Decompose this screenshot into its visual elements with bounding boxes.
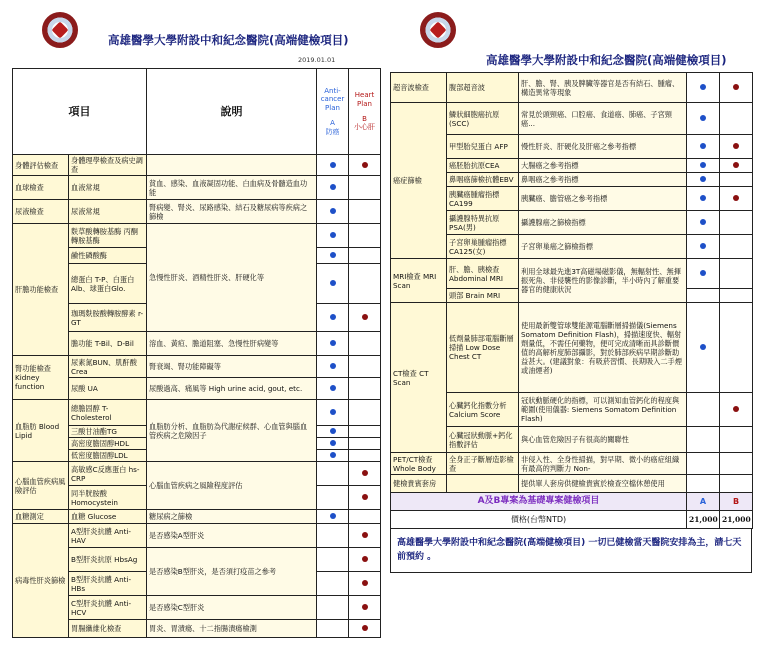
plan-b-cell: [720, 453, 753, 475]
item-cell: 高密度膽固醇HDL: [69, 438, 147, 450]
plan-a-cell: [687, 475, 720, 493]
included-dot-icon: [330, 184, 336, 190]
left-row: [13, 176, 381, 200]
category-cell: 身體評估檢查: [13, 155, 69, 176]
plan-b-cell: [720, 393, 753, 427]
plan-b-cell: [349, 304, 381, 332]
item-cell: 鱗狀細胞癌抗原(SCC): [447, 103, 519, 135]
included-dot-icon: [330, 440, 336, 446]
left-row: [13, 510, 381, 524]
plan-a-cell: [687, 427, 720, 453]
included-dot-icon: [700, 115, 706, 121]
item-cell: 三酸甘油酯TG: [69, 426, 147, 438]
item-cell: 血糖 Glucose: [69, 510, 147, 524]
plan-b-cell: [720, 103, 753, 135]
plan-b-cell: [349, 224, 381, 248]
right-row: [391, 259, 753, 289]
included-dot-icon: [700, 270, 706, 276]
a-plan-letter: A: [330, 118, 335, 127]
right-sheet: [390, 34, 752, 590]
description-cell: 使用最新雙管球雙能源電腦斷層掃描儀(Siemens Somatom Definition Flash)，掃描速度快、輻射劑量低，不需任何藥物，便可完成清晰而具診斷價值的高解析度肺部攝影，對於肺部疾病早期診斷助益甚大。(建議對象：有吸菸習慣、長期吸入二手煙或油煙者): [519, 303, 687, 393]
category-cell: 心腦血管疾病風險評估: [13, 462, 69, 510]
included-dot-icon: [362, 494, 368, 500]
description-cell: 貧血、感染、血液凝固功能、白血病及骨髓造血功能: [147, 176, 317, 200]
a-plan-name: Anti-cancer Plan: [320, 86, 345, 113]
plan-a-cell: [687, 173, 720, 187]
category-cell: PET/CT檢查 Whole Body: [391, 453, 447, 475]
item-cell: 麩草酸轉胺基酶 丙酮轉胺基酶: [69, 224, 147, 248]
item-cell: 總膽固醇 T-Cholesterol: [69, 400, 147, 426]
left-table-body: [13, 155, 381, 638]
plan-a-cell: [317, 438, 349, 450]
plan-b-cell: [349, 524, 381, 548]
included-dot-icon: [362, 314, 368, 320]
plan-b-cell: [349, 400, 381, 426]
plan-a-cell: [687, 235, 720, 259]
package-a: A: [687, 493, 720, 511]
plan-a-cell: [317, 462, 349, 486]
included-dot-icon: [733, 84, 739, 90]
plan-a-cell: [687, 103, 720, 135]
item-cell: 全身正子斷層造影檢查: [447, 453, 519, 475]
plan-a-cell: [317, 426, 349, 438]
included-dot-icon: [362, 470, 368, 476]
item-cell: B型肝炎抗體 Anti-HBs: [69, 572, 147, 596]
category-cell: 超音波檢查: [391, 73, 447, 103]
plan-a-cell: [317, 572, 349, 596]
included-dot-icon: [700, 162, 706, 168]
left-row: [13, 356, 381, 378]
category-cell: 肝膽功能檢查: [13, 224, 69, 356]
included-dot-icon: [362, 532, 368, 538]
item-cell: 頭部 Brain MRI: [447, 289, 519, 303]
plan-a-cell: [317, 620, 349, 638]
price-label: 價格(台幣NTD): [391, 511, 687, 529]
category-cell: 病毒性肝炎篩檢: [13, 524, 69, 638]
column-header-a-plan: [317, 69, 349, 155]
included-dot-icon: [330, 314, 336, 320]
included-dot-icon: [362, 604, 368, 610]
item-cell: 鼻咽癌篩檢抗體EBV: [447, 173, 519, 187]
left-row: [13, 524, 381, 548]
item-cell: B型肝炎抗原 HbsAg: [69, 548, 147, 572]
plan-a-cell: [317, 510, 349, 524]
description-cell: 非侵入性、全身性掃描，對早期、微小的癌症組織有最高的判斷力 Non-: [519, 453, 687, 475]
included-dot-icon: [330, 252, 336, 258]
included-dot-icon: [700, 143, 706, 149]
left-hospital-title: 高雄醫學大學附設中和紀念醫院(高端健檢項目): [108, 33, 349, 47]
plan-b-cell: [349, 176, 381, 200]
included-dot-icon: [700, 344, 706, 350]
item-cell: 同半胱胺酸 Homocystein: [69, 486, 147, 510]
plan-b-cell: [349, 200, 381, 224]
included-dot-icon: [330, 409, 336, 415]
item-cell: 鹼性磷酸酶: [69, 248, 147, 264]
description-cell: 糖尿病之篩檢: [147, 510, 317, 524]
included-dot-icon: [733, 406, 739, 412]
package-row: [391, 493, 753, 511]
footnote: 高雄醫學大學附設中和紀念醫院(高端健檢項目) 一切已健檢當天醫院安排為主，請七天前預約 。: [390, 529, 752, 573]
plan-a-cell: [687, 303, 720, 393]
plan-b-cell: [720, 73, 753, 103]
plan-a-cell: [687, 135, 720, 159]
plan-a-cell: [317, 548, 349, 572]
included-dot-icon: [330, 232, 336, 238]
included-dot-icon: [330, 363, 336, 369]
left-row: [13, 596, 381, 620]
plan-b-cell: [349, 264, 381, 304]
description-cell: 肝、膽、腎、胰及脾臟等器官是否有結石、腫瘤、構造異常等現象: [519, 73, 687, 103]
plan-a-cell: [317, 155, 349, 176]
included-dot-icon: [362, 580, 368, 586]
item-cell: 身體理學檢查及病史調查: [69, 155, 147, 176]
item-cell: 肝、膽、胰檢查 Abdominal MRI: [447, 259, 519, 289]
plan-b-cell: [349, 486, 381, 510]
category-cell: 尿液檢查: [13, 200, 69, 224]
included-dot-icon: [362, 162, 368, 168]
plan-b-cell: [349, 462, 381, 486]
category-cell: 血糖測定: [13, 510, 69, 524]
item-cell: 胰臟癌腫瘤指標 CA199: [447, 187, 519, 211]
plan-a-cell: [687, 289, 720, 303]
plan-b-cell: [720, 173, 753, 187]
plan-a-cell: [317, 450, 349, 462]
item-cell: 心臟鈣化指數分析 Calcium Score: [447, 393, 519, 427]
package-title: A及B專案為基礎專案健檢項目: [391, 493, 687, 511]
left-row: [13, 224, 381, 248]
description-cell: 提供單人套房供健檢貴賓於檢查空檔休憩使用: [519, 475, 687, 493]
included-dot-icon: [733, 143, 739, 149]
included-dot-icon: [330, 428, 336, 434]
included-dot-icon: [330, 162, 336, 168]
plan-a-cell: [687, 73, 720, 103]
description-cell: 利用全球最先進3T高磁場磁影儀，無輻射性、無揮振死角、非侵襲性的影像診斷，半小時內了解重要器官的健康狀況: [519, 259, 687, 303]
included-dot-icon: [733, 195, 739, 201]
column-header-b-plan: [349, 69, 381, 155]
price-row: [391, 511, 753, 529]
item-cell: 尿液常規: [69, 200, 147, 224]
description-cell: 胰臟癌、膽管癌之參考指標: [519, 187, 687, 211]
description-cell: 與心血管危險因子有很高的關聯性: [519, 427, 687, 453]
description-cell: 冠狀動脈硬化的指標，可以測知血管鈣化的程度與範圍(使用儀器: Siemens Somatom Definition Flash): [519, 393, 687, 427]
description-cell: 是否感染C型肝炎: [147, 596, 317, 620]
plan-a-cell: [317, 264, 349, 304]
plan-a-cell: [687, 211, 720, 235]
left-table: [12, 68, 381, 638]
included-dot-icon: [700, 243, 706, 249]
plan-b-cell: [720, 135, 753, 159]
plan-a-cell: [687, 453, 720, 475]
b-plan-sub: 小心肝: [354, 123, 375, 132]
hospital-logo-left: [42, 12, 78, 48]
included-dot-icon: [362, 625, 368, 631]
included-dot-icon: [700, 219, 706, 225]
item-cell: 癌胚胎抗原CEA: [447, 159, 519, 173]
included-dot-icon: [330, 513, 336, 519]
plan-a-cell: [317, 248, 349, 264]
a-plan-sub: 防癌: [325, 127, 340, 136]
plan-b-cell: [349, 248, 381, 264]
right-table: [390, 72, 753, 529]
category-cell: 腎功能檢查 Kidney function: [13, 356, 69, 400]
description-cell: 大腸癌之參考指標: [519, 159, 687, 173]
included-dot-icon: [330, 280, 336, 286]
included-dot-icon: [733, 162, 739, 168]
item-cell: 珈瑪麩胺酸轉胺酵素 r-GT: [69, 304, 147, 332]
description-cell: 是否感染A型肝炎: [147, 524, 317, 548]
description-cell: 腎衰竭、腎功能障礙等: [147, 356, 317, 378]
column-header-desc: 說明: [147, 69, 317, 155]
description-cell: 血脂肪分析、血脂肪為代謝症候群、心血管與腦血管疾病之危險因子: [147, 400, 317, 462]
item-cell: 尿酸 UA: [69, 378, 147, 400]
package-b: B: [720, 493, 753, 511]
item-cell: 高敏感C反應蛋白 hs-CRP: [69, 462, 147, 486]
item-cell: 尿素氮BUN、肌酐酸Crea: [69, 356, 147, 378]
left-row: [13, 155, 381, 176]
price-a: 21,000: [687, 511, 720, 529]
right-table-body: [391, 73, 753, 493]
plan-b-cell: [720, 211, 753, 235]
plan-a-cell: [317, 224, 349, 248]
plan-b-cell: [349, 450, 381, 462]
column-header-item: 項目: [13, 69, 147, 155]
plan-b-cell: [349, 438, 381, 450]
description-cell: 攝護腺癌之篩檢指標: [519, 211, 687, 235]
plan-b-cell: [349, 356, 381, 378]
plan-b-cell: [720, 259, 753, 289]
description-cell: 心腦血管疾病之風險程度評估: [147, 462, 317, 510]
plan-a-cell: [687, 259, 720, 289]
right-row: [391, 475, 753, 493]
right-row: [391, 73, 753, 103]
description-cell: 鼻咽癌之參考指標: [519, 173, 687, 187]
description-cell: 子宮卵巢癌之篩檢指標: [519, 235, 687, 259]
plan-b-cell: [349, 332, 381, 356]
plan-a-cell: [317, 304, 349, 332]
category-cell: 健檢貴賓套房: [391, 475, 447, 493]
plan-b-cell: [720, 303, 753, 393]
description-cell: [147, 155, 317, 176]
item-cell: C型肝炎抗體 Anti-HCV: [69, 596, 147, 620]
right-row: [391, 303, 753, 393]
description-cell: 胃炎、胃潰瘍、十二指腸潰瘍檢測: [147, 620, 317, 638]
plan-a-cell: [317, 400, 349, 426]
description-cell: 溶血、黃疸、膽道阻塞、急慢性肝病變等: [147, 332, 317, 356]
item-cell: 攝護腺特異抗原 PSA(男): [447, 211, 519, 235]
right-hospital-title: 高雄醫學大學附設中和紀念醫院(高端健檢項目): [486, 53, 727, 67]
plan-b-cell: [720, 289, 753, 303]
category-cell: CT檢查 CT Scan: [391, 303, 447, 453]
plan-a-cell: [317, 356, 349, 378]
included-dot-icon: [362, 556, 368, 562]
plan-b-cell: [349, 620, 381, 638]
right-row: [391, 103, 753, 135]
included-dot-icon: [700, 84, 706, 90]
category-cell: 血脂肪 Blood Lipid: [13, 400, 69, 462]
plan-b-cell: [720, 187, 753, 211]
plan-a-cell: [317, 378, 349, 400]
included-dot-icon: [330, 208, 336, 214]
plan-b-cell: [720, 159, 753, 173]
item-cell: 低劑量肺部電腦斷層掃描 Low Dose Chest CT: [447, 303, 519, 393]
plan-a-cell: [687, 187, 720, 211]
item-cell: A型肝炎抗體 Anti-HAV: [69, 524, 147, 548]
included-dot-icon: [330, 385, 336, 391]
description-cell: 急慢性肝炎、酒精性肝炎、肝硬化等: [147, 224, 317, 332]
left-row: [13, 378, 381, 400]
plan-b-cell: [349, 548, 381, 572]
b-plan-letter: B: [362, 114, 367, 123]
item-cell: 膽功能 T-Bil、D-Bil: [69, 332, 147, 356]
plan-b-cell: [720, 235, 753, 259]
item-cell: 甲型胎兒蛋白 AFP: [447, 135, 519, 159]
item-cell: 低密度膽固醇LDL: [69, 450, 147, 462]
description-cell: 尿酸過高、痛風等 High urine acid, gout, etc.: [147, 378, 317, 400]
plan-b-cell: [349, 510, 381, 524]
price-b: 21,000: [720, 511, 753, 529]
hospital-logo-right: [420, 12, 456, 48]
plan-a-cell: [687, 393, 720, 427]
category-cell: 血球檢查: [13, 176, 69, 200]
description-cell: 慢性肝炎、肝硬化及肝癌之參考指標: [519, 135, 687, 159]
left-row: [13, 332, 381, 356]
left-row: [13, 620, 381, 638]
item-cell: 子宮卵巢腫瘤指標 CA125(女): [447, 235, 519, 259]
plan-a-cell: [317, 176, 349, 200]
item-cell: 腹部超音波: [447, 73, 519, 103]
plan-a-cell: [317, 524, 349, 548]
left-sheet: [12, 8, 380, 660]
category-cell: MRI檢查 MRI Scan: [391, 259, 447, 303]
right-row: [391, 453, 753, 475]
plan-a-cell: [317, 332, 349, 356]
item-cell: 胃腸纖維化檢查: [69, 620, 147, 638]
included-dot-icon: [330, 452, 336, 458]
plan-a-cell: [687, 159, 720, 173]
right-header: [390, 34, 752, 72]
included-dot-icon: [700, 195, 706, 201]
plan-b-cell: [349, 596, 381, 620]
left-row: [13, 462, 381, 486]
plan-b-cell: [349, 426, 381, 438]
plan-a-cell: [317, 596, 349, 620]
description-cell: 常見於頭頸癌、口腔癌、食道癌、肺癌、子宮頸癌...: [519, 103, 687, 135]
b-plan-name: Heart Plan: [354, 91, 375, 108]
left-header: [12, 8, 380, 68]
left-row: [13, 548, 381, 572]
item-cell: [447, 475, 519, 493]
included-dot-icon: [330, 340, 336, 346]
item-cell: 總蛋白 T-P、白蛋白Alb、球蛋白Glo.: [69, 264, 147, 304]
plan-a-cell: [317, 486, 349, 510]
description-cell: 腎病變、腎炎、尿路感染、結石及糖尿病等疾病之篩檢: [147, 200, 317, 224]
left-row: [13, 200, 381, 224]
included-dot-icon: [700, 176, 706, 182]
plan-b-cell: [349, 378, 381, 400]
left-row: [13, 400, 381, 426]
plan-b-cell: [720, 475, 753, 493]
description-cell: 是否感染B型肝炎，是否須打疫苗之參考: [147, 548, 317, 596]
left-date: 2019.01.01: [298, 56, 336, 64]
category-cell: 癌症篩檢: [391, 103, 447, 259]
plan-b-cell: [720, 427, 753, 453]
plan-b-cell: [349, 572, 381, 596]
item-cell: 心臟冠狀動脈+鈣化指數評估: [447, 427, 519, 453]
plan-b-cell: [349, 155, 381, 176]
plan-a-cell: [317, 200, 349, 224]
item-cell: 血液常規: [69, 176, 147, 200]
